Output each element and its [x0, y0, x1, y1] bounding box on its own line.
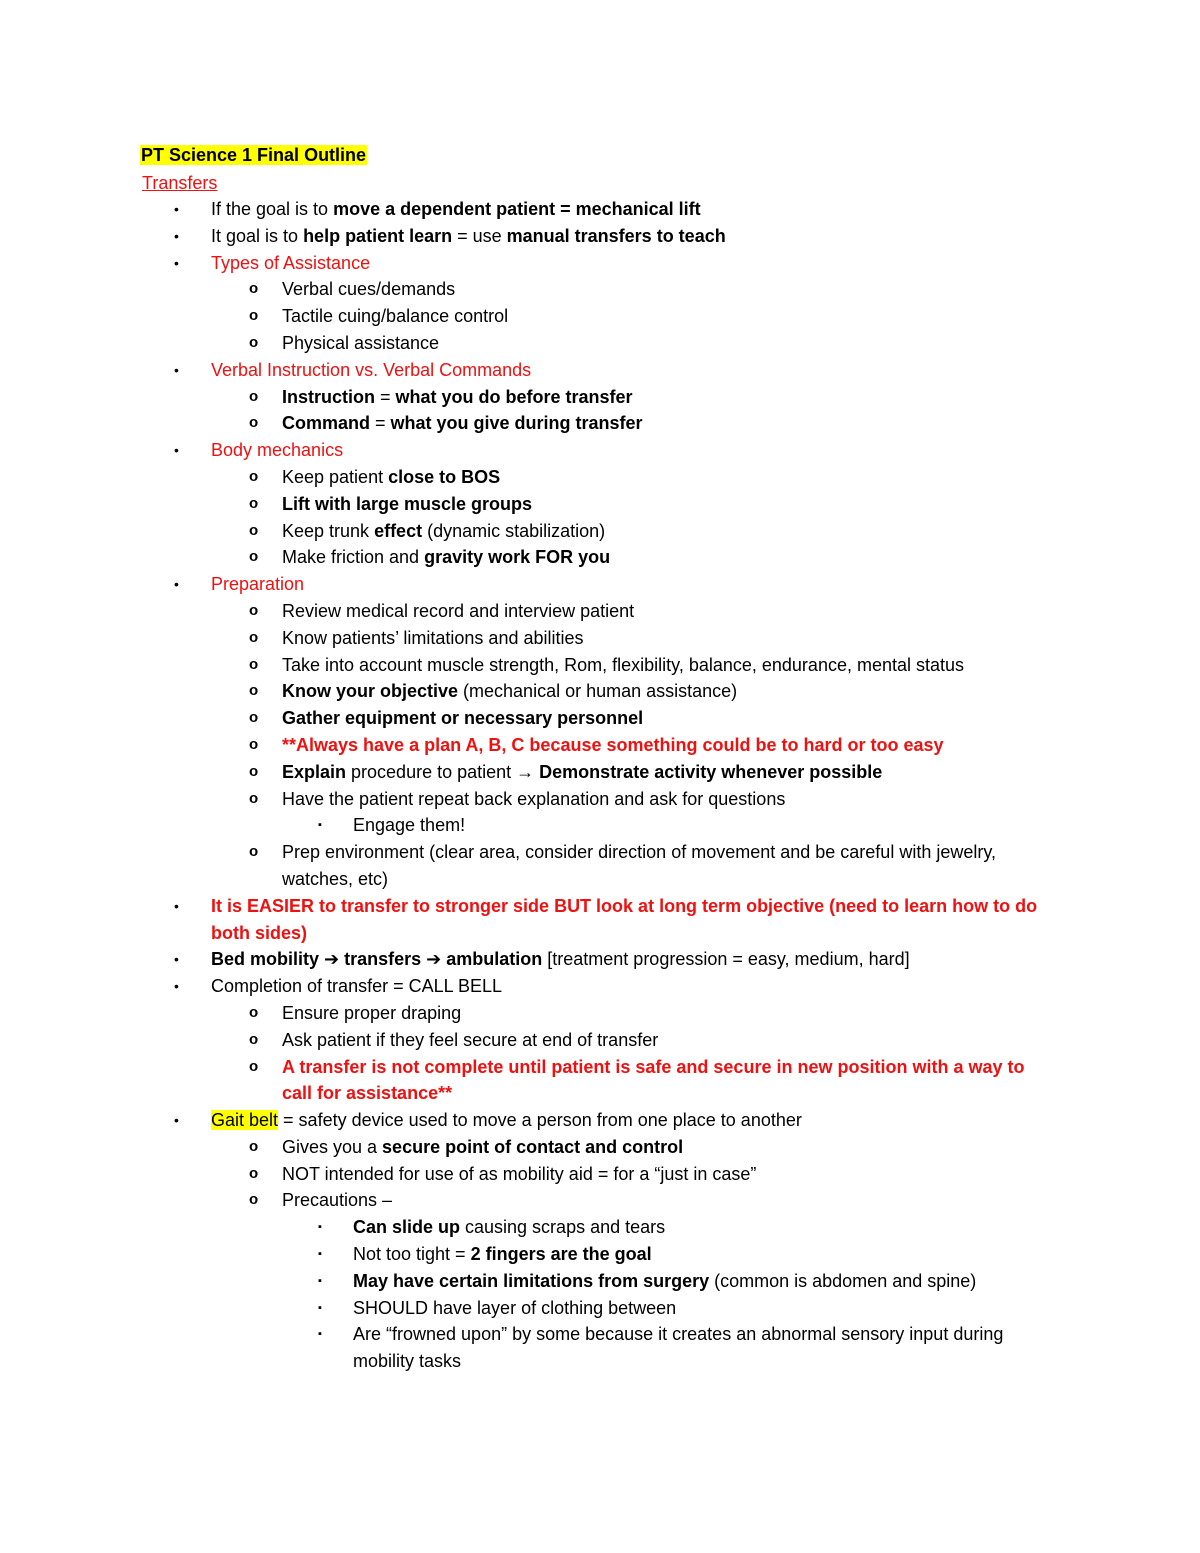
outline-item: [0, 384, 1200, 411]
text-run: Have the patient repeat back explanation and ask for questions: [282, 788, 786, 809]
outline-item: [0, 410, 1200, 437]
square-bullet-icon: ▪: [318, 1301, 322, 1314]
outline-item-text: [282, 1187, 1042, 1214]
outline-item: [0, 491, 1200, 518]
outline-item: [0, 652, 1200, 679]
text-run: Types of Assistance: [211, 252, 371, 273]
text-run: SHOULD have layer of clothing between: [353, 1297, 677, 1318]
outline-item: [0, 437, 1200, 464]
outline-item: [0, 464, 1200, 491]
text-run: It goal is to: [211, 225, 304, 246]
outline-item-text: [211, 946, 1051, 973]
outline-item-text: [353, 812, 1033, 839]
circle-bullet-icon: o: [249, 762, 259, 780]
circle-bullet-icon: o: [249, 1191, 259, 1209]
text-run: Ensure proper draping: [282, 1002, 462, 1023]
text-run: Lift with large muscle groups: [282, 493, 533, 514]
outline-item-text: [353, 1295, 1033, 1322]
text-run: Precautions –: [282, 1190, 393, 1211]
text-run: [treatment progression = easy, medium, hard]: [547, 949, 910, 970]
outline-item: [0, 1295, 1200, 1322]
circle-bullet-icon: o: [249, 735, 259, 753]
text-run: ➔: [324, 949, 340, 970]
text-run: Gives you a: [282, 1136, 383, 1157]
text-run: move a dependent patient = mechanical lift: [333, 199, 701, 219]
outline-item: [0, 196, 1200, 223]
outline-item-text: [282, 276, 1042, 303]
document-title: [140, 142, 367, 168]
outline-item: [0, 1027, 1200, 1054]
circle-bullet-icon: o: [249, 1003, 259, 1021]
text-run: Not too tight =: [353, 1244, 471, 1265]
text-run: close to BOS: [388, 466, 501, 487]
text-run: transfers: [339, 949, 427, 970]
text-run: Verbal cues/demands: [282, 279, 456, 300]
outline-item: [0, 518, 1200, 545]
circle-bullet-icon: o: [249, 1164, 259, 1182]
text-run: If the goal is to: [211, 199, 334, 219]
outline-item-text: [211, 571, 1051, 598]
text-run: Preparation: [211, 574, 305, 595]
text-run: Tactile cuing/balance control: [282, 306, 509, 327]
circle-bullet-icon: o: [249, 682, 259, 700]
outline-item-text: [282, 384, 1042, 411]
outline-item: [0, 625, 1200, 652]
bullet-icon: •: [174, 361, 179, 378]
section-heading-transfers: Transfers: [142, 173, 218, 193]
outline-item: [0, 1241, 1200, 1268]
circle-bullet-icon: o: [249, 548, 259, 566]
text-run: Completion of transfer = CALL BELL: [211, 976, 502, 997]
outline-item-text: [211, 437, 1051, 464]
outline-item-text: [282, 1054, 1042, 1108]
circle-bullet-icon: o: [249, 521, 259, 539]
outline-item-text: [282, 652, 1042, 679]
outline-item-text: [211, 893, 1051, 947]
text-run: Ask patient if they feel secure at end of transfer: [282, 1029, 659, 1050]
outline-item-text: [282, 491, 1042, 518]
circle-bullet-icon: o: [249, 843, 259, 861]
bullet-icon: •: [174, 442, 179, 459]
text-run: help patient learn: [303, 225, 453, 246]
outline-item-text: [211, 223, 1051, 250]
circle-bullet-icon: o: [249, 333, 259, 351]
text-run: Verbal Instruction vs. Verbal Commands: [211, 359, 532, 380]
text-run: (mechanical or human assistance): [458, 681, 738, 702]
text-run: Are “frowned upon” by some because it creates an abnormal sensory input during mobility tasks: [353, 1324, 1004, 1372]
outline-item-text: [282, 839, 1042, 893]
bullet-icon: •: [174, 254, 179, 271]
text-run: (dynamic stabilization): [422, 520, 606, 541]
outline-item: [0, 678, 1200, 705]
text-run: Prep environment (clear area, consider direction of movement and be careful with jewelry, watches, etc): [282, 842, 997, 889]
outline-item-text: [282, 598, 1042, 625]
bullet-icon: •: [174, 951, 179, 968]
text-run: ➔: [426, 949, 442, 970]
text-run: =: [370, 413, 391, 434]
square-bullet-icon: ▪: [318, 1274, 322, 1287]
outline-item-text: [282, 1000, 1042, 1027]
circle-bullet-icon: o: [249, 1057, 259, 1075]
outline-item-text: [211, 196, 1051, 223]
outline-item: [0, 571, 1200, 598]
outline-item: [0, 1161, 1200, 1188]
outline-item-text: [282, 786, 1042, 813]
outline-item: [0, 759, 1200, 786]
text-run: ambulation: [441, 949, 548, 970]
bullet-icon: •: [174, 978, 179, 995]
outline-item-text: [282, 678, 1042, 705]
outline-item: [0, 357, 1200, 384]
text-run: gravity work FOR you: [424, 547, 611, 568]
circle-bullet-icon: o: [249, 601, 259, 619]
outline-item-text: [282, 759, 1042, 786]
outline-item: [0, 1000, 1200, 1027]
outline-item: [0, 1054, 1200, 1108]
outline-item-text: [282, 1027, 1042, 1054]
outline-item-text: [282, 410, 1042, 437]
text-run: 2 fingers are the goal: [470, 1244, 652, 1265]
text-run: Know patients’ limitations and abilities: [282, 627, 584, 648]
square-bullet-icon: ▪: [318, 1221, 322, 1234]
outline-item: [0, 544, 1200, 571]
text-run: (common is abdomen and spine): [709, 1270, 977, 1291]
outline-item: [0, 598, 1200, 625]
text-run: Gait belt: [211, 1110, 279, 1131]
text-run: what you do before transfer: [395, 386, 633, 407]
outline-item-text: [282, 518, 1042, 545]
text-run: NOT intended for use of as mobility aid = for a “just in case”: [282, 1163, 757, 1184]
text-run: causing scraps and tears: [460, 1217, 666, 1238]
outline-item-text: [282, 330, 1042, 357]
outline-item-text: [353, 1214, 1033, 1241]
bullet-icon: •: [174, 227, 179, 244]
text-run: Make friction and: [282, 547, 425, 568]
outline-item-text: [282, 732, 1042, 759]
text-run: Instruction: [282, 386, 375, 407]
text-run: Take into account muscle strength, Rom, flexibility, balance, endurance, mental status: [282, 654, 965, 675]
text-run: manual transfers to teach: [506, 225, 726, 246]
outline-item: [0, 1107, 1200, 1134]
outline-item: [0, 1268, 1200, 1295]
text-run: Keep trunk: [282, 520, 375, 541]
text-run: Engage them!: [353, 815, 466, 836]
text-run: = use: [452, 225, 507, 246]
text-run: Can slide up: [353, 1217, 461, 1238]
text-run: Gather equipment or necessary personnel: [282, 708, 644, 729]
text-run: effect: [374, 520, 423, 541]
outline-item-text: [282, 1161, 1042, 1188]
outline-item-text: [282, 464, 1042, 491]
circle-bullet-icon: o: [249, 655, 259, 673]
text-run: =: [375, 386, 396, 407]
document-title-text: PT Science 1 Final Outline: [141, 145, 367, 165]
text-run: procedure to patient: [346, 761, 517, 782]
outline-item: [0, 250, 1200, 277]
outline-item-text: [211, 1107, 1051, 1134]
circle-bullet-icon: o: [249, 467, 259, 485]
outline-item: [0, 732, 1200, 759]
square-bullet-icon: ▪: [318, 1328, 322, 1341]
text-run: Review medical record and interview patient: [282, 600, 635, 621]
outline-item: [0, 812, 1200, 839]
text-run: **Always have a plan A, B, C because something could be to hard or too easy: [282, 734, 944, 755]
circle-bullet-icon: o: [249, 494, 259, 512]
text-run: = safety device used to move a person from one place to another: [278, 1110, 802, 1131]
text-run: Physical assistance: [282, 332, 440, 353]
text-run: Know your objective: [282, 681, 459, 702]
outline-item-text: [353, 1321, 1033, 1375]
circle-bullet-icon: o: [249, 280, 259, 298]
circle-bullet-icon: o: [249, 307, 259, 325]
outline-item: [0, 303, 1200, 330]
square-bullet-icon: ▪: [318, 819, 322, 832]
outline-list: [0, 196, 1200, 1375]
outline-item-text: [282, 544, 1042, 571]
text-run: secure point of contact and control: [382, 1136, 684, 1157]
outline-item-text: [282, 625, 1042, 652]
outline-item: [0, 893, 1200, 947]
text-run: A transfer is not complete until patient is safe and secure in new position with a way to call for assistance**: [282, 1056, 1025, 1104]
outline-item: [0, 1187, 1200, 1214]
text-run: Keep patient: [282, 466, 389, 487]
outline-item-text: [211, 250, 1051, 277]
outline-item: [0, 223, 1200, 250]
outline-item-text: [211, 357, 1051, 384]
text-run: Command: [282, 413, 371, 434]
outline-item: [0, 1214, 1200, 1241]
outline-item: [0, 1321, 1200, 1375]
circle-bullet-icon: o: [249, 789, 259, 807]
square-bullet-icon: ▪: [318, 1248, 322, 1261]
outline-item: [0, 973, 1200, 1000]
bullet-icon: •: [174, 1112, 179, 1129]
outline-item-text: [353, 1241, 1033, 1268]
circle-bullet-icon: o: [249, 709, 259, 727]
circle-bullet-icon: o: [249, 1030, 259, 1048]
outline-item-text: [353, 1268, 1033, 1295]
circle-bullet-icon: o: [249, 387, 259, 405]
outline-item: [0, 1134, 1200, 1161]
outline-item: [0, 839, 1200, 893]
text-run: Body mechanics: [211, 440, 344, 461]
bullet-icon: •: [174, 897, 179, 914]
text-run: May have certain limitations from surgery: [353, 1270, 710, 1291]
outline-item: [0, 946, 1200, 973]
bullet-icon: •: [174, 576, 179, 593]
outline-item-text: [211, 973, 1051, 1000]
text-run: It is EASIER to transfer to stronger side BUT look at long term objective (need to learn how to do both sides): [211, 895, 1038, 943]
outline-item: [0, 705, 1200, 732]
circle-bullet-icon: o: [249, 414, 259, 432]
text-run: Demonstrate activity whenever possible: [539, 761, 883, 782]
outline-item-text: [282, 705, 1042, 732]
bullet-icon: •: [174, 201, 179, 217]
text-run: Bed mobility: [211, 949, 325, 970]
text-run: what you give during transfer: [390, 413, 643, 434]
outline-item: [0, 786, 1200, 813]
outline-item-text: [282, 1134, 1042, 1161]
outline-item: [0, 330, 1200, 357]
outline-item: [0, 276, 1200, 303]
outline-item-text: [282, 303, 1042, 330]
text-run: →: [516, 761, 535, 782]
circle-bullet-icon: o: [249, 628, 259, 646]
text-run: Explain: [282, 761, 347, 782]
circle-bullet-icon: o: [249, 1137, 259, 1155]
